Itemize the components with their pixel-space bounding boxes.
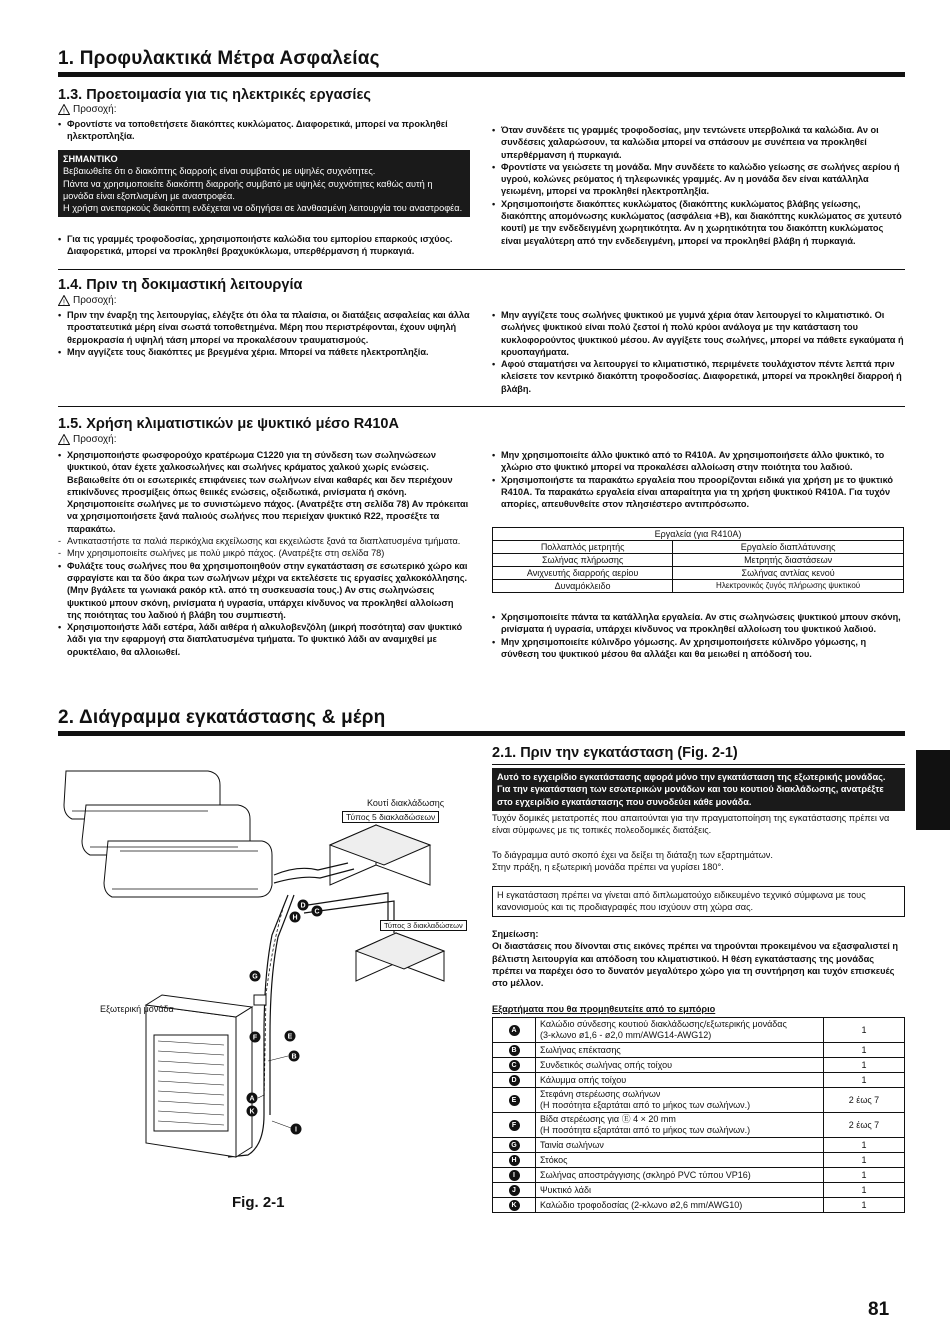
list-item: • Μην αγγίζετε τους σωλήνες ψυκτικού με γυμνά χέρια όταν λειτουργεί το κλιματιστικό. Οι σωλήνες ψυκτικού είναι πολύ ζεστοί ή πολύ κρύοι ανάλογα με την κατάσταση του κυκλοφορούντος ψυκτικού μέσου. Αν αγγίξετε τους σωλήνες, μπορεί να πάθετε εγκαύματα ή κρυοπαγήματα. [492,309,905,358]
list-item: • Χρησιμοποιήστε διακόπτες κυκλώματος (διακόπτης κυκλώματος βλάβης γείωσης, διακόπτης απομόνωσης κυκλώματος (ασφάλεια +B), και διακόπτης κυκλώματος σε χυτευτό κουτί) με την ενδεδειγμένη χωρητικότητα. Αν η χωρητικότητα του διακόπτη κυκλώματος είναι μεγαλύτερη από την ενδεδειγμένη, μπορεί να προκληθεί βλάβη ή πυρκαγιά. [492,198,905,247]
list-item: • Χρησιμοποιήστε τα παρακάτω εργαλεία που προορίζονται ειδικά για χρήση με το ψυκτικό R410A. Τα παρακάτω εργαλεία είναι απαραίτητα για τη χρήση ψυκτικού R410A. Για τυχόν απορίες, απευθυνθείτε στον πλησιέστερο αντιπρόσωπο. [492,474,905,511]
part-description [536,1073,824,1088]
svg-text:D: D [300,902,306,910]
table-row [493,1113,905,1138]
callout-I [291,1124,302,1135]
part-quantity: 1 [824,1058,905,1073]
svg-text:G: G [252,973,258,981]
part-key-badge: H [509,1155,520,1166]
tools-table [492,527,904,593]
important-notice [58,150,470,217]
table-row [493,1153,905,1168]
warning-label: Προσοχή: [73,295,117,306]
part-key [493,1073,536,1088]
list-item: • Χρησιμοποιείτε πάντα τα κατάλληλα εργαλεία. Αν στις σωληνώσεις ψυκτικού μπουν σκόνη, ρινίσματα ή υγρασία, υπάρχει κίνδυνος να προκληθεί αλλοίωση του ψυκτικού λαδιού. [492,611,905,636]
part-description [536,1113,824,1138]
part-key [493,1153,536,1168]
part-description-line: (Η ποσότητα εξαρτάται από το μήκος των σωλήνων.) [540,1125,751,1135]
part-key [493,1138,536,1153]
table-cell: Ηλεκτρονικός ζυγός πλήρωσης ψυκτικού [673,580,904,593]
s13-right-col [492,124,905,247]
part-description-line: Καλώδιο τροφοδοσίας (2-κλωνο ø2,6 mm/AWG10) [540,1199,743,1210]
s13-title: 1.3. Προετοιμασία για τις ηλεκτρικές εργασίες [58,87,371,103]
indoor-unit-3 [104,841,272,897]
part-description-line: Βίδα στερέωσης για Ⓔ 4 × 20 mm [540,1114,676,1124]
part-description-line: (Η ποσότητα εξαρτάται από το μήκος των σωλήνων.) [540,1100,751,1110]
svg-text:E: E [287,1033,293,1041]
list-item: • Φροντίστε να γειώσετε τη μονάδα. Μην συνδέετε το καλώδιο γείωσης σε σωλήνες αερίου ή υγρού, κολώνες ρεύματος ή τηλεφωνικές γραμμές. Αν η μονάδα δεν είναι κατάλληλα γειωμένη, μπορεί να προκληθεί ηλεκτροπληξία. [492,161,905,198]
part-description-line: Ταινία σωλήνων [540,1139,604,1150]
important-line: Πάντα να χρησιμοποιείτε διακόπτη διαρροής συμβατό με υψηλές συχνότητες καθώς αυτή η μονάδα είναι εξοπλισμένη με αναστροφέα. [63,178,433,201]
part-description-line: Στόκος [540,1154,568,1165]
svg-text:H: H [292,914,298,922]
table-cell: Δυναμόκλειδο [493,580,673,593]
warning-icon [58,434,70,445]
list-item: • Φυλάξτε τους σωλήνες που θα χρησιμοποιηθούν στην εγκατάσταση σε εσωτερικό χώρο και σφραγίστε και τα δύο άκρα των σωλήνων μέχρι να εκτελέσετε τις εργασίες χαλκοκόλλησης. (Μην βγάλετε τα γωνιακά ρακόρ κτλ. από τη συσκευασία τους.) Αν στις σωληνώσεις ψυκτικού μπουν σκόνη, ρινίσματα ή υγρασία, υπάρχει κίνδυνος να προκληθεί αλλοίωση της ποιότητας του λαδιού ή βλάβη του συμπιεστή. [58,560,470,621]
list-item: • Μην χρησιμοποιείτε άλλο ψυκτικό από το R410A. Αν χρησιμοποιήσετε άλλο ψυκτικό, το χλώριο στο ψυκτικό μπορεί να προκαλέσει αλλοίωση στην ποιότητα του λαδιού. [492,449,905,474]
part-key [493,1168,536,1183]
svg-text:!: ! [63,299,65,306]
s15-right-col [492,449,905,510]
table-row [493,1073,905,1088]
callout-F [250,1032,261,1043]
list-item: • Για τις γραμμές τροφοδοσίας, χρησιμοποιήστε καλώδια του εμπορίου επαρκούς ισχύος. Διαφορετικά, μπορεί να προκληθεί βραχυκύκλωμα, υπερθέρμανση ή πυρκαγιά. [58,233,470,258]
s13-left-col [58,118,470,143]
table-row [493,580,904,593]
part-description [536,1018,824,1043]
table-row [493,1183,905,1198]
s14-warning [58,295,117,306]
part-key-badge: E [509,1095,520,1106]
s21-boxed-note: Η εγκατάσταση πρέπει να γίνεται από διπλωματούχο ειδικευμένο τεχνικό σύμφωνα με τους κανονισμούς και τις προδιαγραφές που ισχύουν στη χώρα σας. [492,886,905,917]
svg-text:B: B [291,1053,297,1061]
list-item: • Μην χρησιμοποιείτε κύλινδρο γόμωσης. Αν χρησιμοποιήσετε κύλινδρο γόμωσης, η σύνθεση του ψυκτικού μέσου θα αλλάξει και θα μειωθεί η απόδοσή του. [492,636,905,661]
warning-icon [58,295,70,306]
s13-left-col-2 [58,233,470,258]
s15-title: 1.5. Χρήση κλιματιστικών με ψυκτικό μέσο R410A [58,416,399,432]
svg-text:K: K [249,1108,255,1116]
callout-H [290,912,301,923]
table-row [493,1088,905,1113]
part-description [536,1043,824,1058]
s14-title: 1.4. Πριν τη δοκιμαστική λειτουργία [58,277,303,293]
part-description [536,1058,824,1073]
paragraph: Στην πράξη, η εξωτερική μονάδα πρέπει να γυρίσει 180°. [492,861,724,872]
part-key [493,1088,536,1113]
section-1-rule [58,72,905,77]
warning-label: Προσοχή: [73,434,117,445]
parts-table [492,1017,905,1213]
s21-note [492,928,905,989]
list-item: - Αντικαταστήστε τα παλιά περικόχλια εκχείλωσης και εκχειλώστε ξανά τα διαπλατυσμένα τμήματα. [58,535,470,547]
part-key [493,1183,536,1198]
list-item: • Μην αγγίζετε τους διακόπτες με βρεγμένα χέρια. Μπορεί να πάθετε ηλεκτροπληξία. [58,346,470,358]
table-row [493,1198,905,1213]
table-cell: Εργαλείο διαπλάτυνσης [673,541,904,554]
s21-text [492,812,905,873]
s13-warning [58,104,117,115]
table-row [493,567,904,580]
divider [58,269,905,270]
important-line: Βεβαιωθείτε ότι ο διακόπτης διαρροής είναι συμβατός με υψηλές συχνότητες. [63,166,376,177]
part-quantity: 1 [824,1198,905,1213]
list-item: • Πριν την έναρξη της λειτουργίας, ελέγξτε ότι όλα τα πλαίσια, οι διατάξεις ασφαλείας και άλλα προστατευτικά μέρη είναι σωστά τοποθετημένα. Μέρη που περιστρέφονται, έχουν υψηλή θερμοκρασία ή υψηλή τάση μπορεί να προκαλέσουν τραυματισμούς. [58,309,470,346]
part-quantity: 1 [824,1043,905,1058]
table-row [493,541,904,554]
list-item: • Χρησιμοποιήστε φωσφορούχο κρατέρωμα C1220 για τη σύνδεση των σωληνώσεων ψυκτικού, όταν έχετε χαλκοσωλήνες και σωλήνες κράματος χαλκού χωρίς ενώσεις. Βεβαιωθείτε ότι οι εσωτερικές επιφάνειες των σωλήνων είναι καθαρές και δεν περιέχουν επικίνδυνες προσμίξεις όπως θειικές ενώσεις, οξειδωτικά, ρινίσματα ή σκόνη. Χρησιμοποιείτε σωλήνες με το συνιστώμενο πάχος. (Ανατρέξτε στη σελίδα 78) Αν πρόκειται να χρησιμοποιήσετε ξανά παλιούς σωλήνες που περιείχαν ψυκτικό R22, προσέξτε τα παρακάτω. [58,449,470,535]
s15-right-col-2 [492,611,905,660]
drain-cap [254,995,266,1005]
part-description-line: Σωλήνας επέκτασης [540,1044,621,1055]
s14-right-col [492,309,905,395]
svg-text:!: ! [63,108,65,115]
part-quantity: 1 [824,1018,905,1043]
paragraph: Το διάγραμμα αυτό σκοπό έχει να δείξει τη διάταξη των εξαρτημάτων. [492,849,773,860]
type5-label: Τύπος 5 διακλαδώσεων [342,811,439,823]
part-key-badge: I [509,1170,520,1181]
list-item: - Μην χρησιμοποιείτε σωλήνες με πολύ μικρό πάχος. (Ανατρέξτε στη σελίδα 78) [58,547,470,559]
table-cell: Ανιχνευτής διαρροής αερίου [493,567,673,580]
note-title: Σημείωση: [492,929,539,939]
part-key-badge: F [509,1120,520,1131]
paragraph: Τυχόν δομικές μετατροπές που απαιτούνται για την πραγματοποίηση της εγκατάστασης πρέπει να είναι σύμφωνες με τις τοπικές πολεοδομικές διατάξεις. [492,813,890,836]
figure-caption: Fig. 2-1 [232,1194,285,1211]
important-title: ΣΗΜΑΝΤΙΚΟ [63,154,118,164]
note-text: Οι διαστάσεις που δίνονται στις εικόνες πρέπει να τηρούνται προκειμένου να εξασφαλιστεί η βέλτιστη λειτουργία και απόδοση του κλιματιστικού. Η θέση εγκατάστασης της μονάδας πρέπει να παρέχει όσο το δυνατόν μεγαλύτερο χώρο για τη συντήρηση και τυχόν επισκευές στο μέλλον. [492,941,899,989]
table-row [493,1058,905,1073]
callout-B [289,1051,300,1062]
part-description [536,1138,824,1153]
part-description [536,1153,824,1168]
table-row [493,1018,905,1043]
warning-label: Προσοχή: [73,104,117,115]
part-key-badge: K [509,1200,520,1211]
section-1-title: 1. Προφυλακτικά Μέτρα Ασφαλείας [58,48,380,69]
part-key [493,1058,536,1073]
svg-text:C: C [314,908,320,916]
outdoor-unit-label: Εξωτερική μονάδα [100,1004,174,1014]
section-2-title: 2. Διάγραμμα εγκατάστασης & μέρη [58,707,386,728]
table-row [493,554,904,567]
table-row [493,1138,905,1153]
list-item: • Αφού σταματήσει να λειτουργεί το κλιματιστικό, περιμένετε τουλάχιστον πέντε λεπτά πριν κλείσετε τον κεντρικό διακόπτη τροφοδοσίας. Διαφορετικά, μπορεί να προκληθεί διαρροή ή βλάβη. [492,358,905,395]
s21-notice: Αυτό το εγχειρίδιο εγκατάστασης αφορά μόνο την εγκατάσταση της εξωτερικής μονάδας. Για την εγκατάσταση των εσωτερικών μονάδων και του κουτιού διακλάδωσης, ανατρέξτε στο εγχειρίδιο εγκατάστασης που συνοδεύει κάθε μονάδα. [492,768,905,811]
table-cell: Μετρητής διαστάσεων [673,554,904,567]
part-quantity: 1 [824,1153,905,1168]
parts-title: Εξαρτήματα που θα προμηθευτείτε από το εμπόριο [492,1004,716,1014]
svg-text:!: ! [63,438,65,445]
divider [492,764,905,765]
part-quantity: 2 έως 7 [824,1113,905,1138]
part-key [493,1113,536,1138]
tools-table-title: Εργαλεία (για R410A) [493,528,904,541]
callout-G [250,971,261,982]
table-cell: Σωλήνας αντλίας κενού [673,567,904,580]
part-quantity: 2 έως 7 [824,1088,905,1113]
section-2-rule [58,731,905,736]
part-description-line: Καλώδιο σύνδεσης κουτιού διακλάδωσης/εξωτερικής μονάδας [540,1019,787,1029]
page-number: 81 [868,1299,890,1320]
important-line: Η χρήση ανεπαρκούς διακόπτη ενδέχεται να οδηγήσει σε λανθασμένη λειτουργία του αναστροφέα. [63,203,463,214]
part-description [536,1088,824,1113]
svg-text:A: A [249,1095,255,1103]
part-key [493,1198,536,1213]
table-row [493,1168,905,1183]
callout-E [285,1031,296,1042]
part-key [493,1018,536,1043]
svg-text:I: I [295,1126,297,1134]
part-key-badge: B [509,1045,520,1056]
part-key-badge: A [509,1025,520,1036]
part-key-badge: C [509,1060,520,1071]
part-description-line: Στεφάνη στερέωσης σωλήνων [540,1089,661,1099]
part-description-line: (3-κλωνο ø1,6 - ø2,0 mm/AWG14-AWG12) [540,1030,712,1040]
s21-title: 2.1. Πριν την εγκατάσταση (Fig. 2-1) [492,745,738,761]
part-quantity: 1 [824,1168,905,1183]
svg-text:F: F [252,1034,258,1042]
part-description [536,1198,824,1213]
callout-A [247,1093,258,1104]
part-description [536,1168,824,1183]
list-item: • Φροντίστε να τοποθετήσετε διακόπτες κυκλώματος. Διαφορετικά, μπορεί να προκληθεί ηλεκτροπληξία. [58,118,470,143]
list-item: • Χρησιμοποιήστε λάδι εστέρα, λάδι αιθέρα ή αλκυλοβενζόλη (μικρή ποσότητα) σαν ψυκτικό λάδι για την εφαρμογή στα διαπλατυσμένα τμήματα. Το ψυκτικό λάδι αν αναμιχθεί με ορυκτέλαιο, θα αλλοιωθεί. [58,621,470,658]
part-key [493,1043,536,1058]
part-key-badge: J [509,1185,520,1196]
s15-warning [58,434,117,445]
callout-D [298,900,309,911]
list-item: • Όταν συνδέετε τις γραμμές τροφοδοσίας, μην τεντώνετε υπερβολικά τα καλώδια. Αν οι συνδέσεις χαλαρώσουν, τα καλώδια μπορεί να σπάσουν με συνέπεια να προκληθεί υπερθέρμανση ή πυρκαγιά. [492,124,905,161]
s15-left-col [58,449,470,658]
part-description-line: Ψυκτικό λάδι [540,1184,591,1195]
part-quantity: 1 [824,1073,905,1088]
table-cell: Πολλαπλός μετρητής [493,541,673,554]
s14-left-col [58,309,470,358]
type3-label: Τύπος 3 διακλαδώσεων [380,920,467,931]
part-quantity: 1 [824,1183,905,1198]
callout-K [247,1106,258,1117]
part-description [536,1183,824,1198]
part-description-line: Συνδετικός σωλήνας οπής τοίχου [540,1059,673,1070]
part-quantity: 1 [824,1138,905,1153]
part-description-line: Σωλήνας αποστράγγισης (σκληρό PVC τύπου VP16) [540,1169,751,1180]
side-tab [916,750,950,830]
table-row [493,1043,905,1058]
table-cell: Σωλήνας πλήρωσης [493,554,673,567]
branch-box-label: Κουτί διακλάδωσης [367,798,445,808]
divider [58,406,905,407]
part-description-line: Κάλυμμα οπής τοίχου [540,1074,627,1085]
callout-C [312,906,323,917]
warning-icon [58,104,70,115]
part-key-badge: G [509,1140,520,1151]
part-key-badge: D [509,1075,520,1086]
